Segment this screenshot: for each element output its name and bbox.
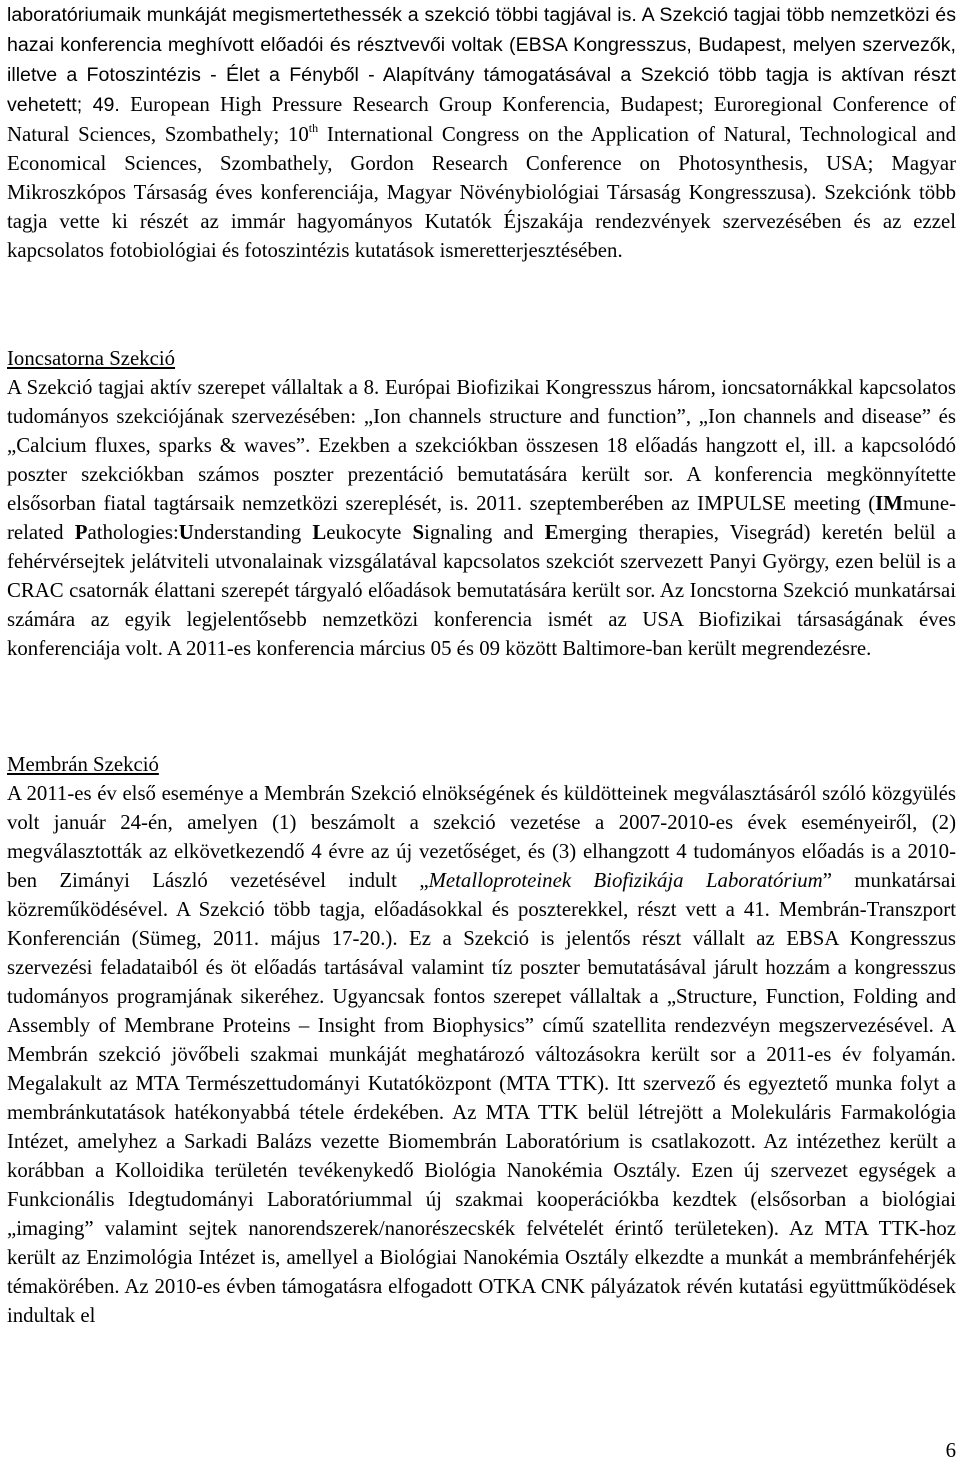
bold-im: IM xyxy=(875,492,903,515)
membrane-text-a: A 2011-es év első eseménye a Membrán Szekció elnökségének és küldötteinek megválasztásáról szóló közgyülés volt január 24-én, amelyen (1) beszámolt a szekció vezetése a 2007-2010-es évek eseményeiről, (2) megválasztották az elkövetkezendő 4 évre az új vezetőséget, és (3) elhangzott 4 tudományos előadás is a 2010-ben Zimányi László vezetésével indult „ xyxy=(7,782,956,892)
ion-nderstanding: nderstanding xyxy=(193,521,313,544)
paragraph-ion-channel xyxy=(7,373,956,663)
paragraph-serif-part-b: International Congress on the Application of Natural, Technological and Economical Sciences, Szombathely, Gordon Research Conference on Photosynthesis, USA; Magyar Mikroszkópos Társaság éves konferenciája, Magyar Növénybiológiai Társaság Kongresszusa). Szekciónk több tagja vette ki részét az immár hagyományos Kutatók Éjszakája rendezvények szervezésében és az ezzel kapcsolatos fotobiológiai és fotoszintézis kutatások ismeretterjesztésében. xyxy=(7,123,957,262)
italic-lab-name: Metalloproteinek Biofizikája Laboratórium xyxy=(428,869,823,892)
ion-munerelated: mune-related xyxy=(7,492,956,544)
paragraph-conferences xyxy=(7,0,956,265)
superscript-th: th xyxy=(308,121,319,135)
heading-ion-channel-section: Ioncsatorna Szekció xyxy=(7,347,176,370)
bold-u: U xyxy=(178,521,194,544)
paragraph-membrane xyxy=(7,779,956,1330)
ion-ignaling: ignaling and xyxy=(424,521,545,544)
paragraph-serif-part-a: European High Pressure Research Group Konferencia, Budapest; Euroregional Conference of Natural Sciences, Szombathely; 10 xyxy=(7,93,956,146)
ion-text-b: merging therapies, Visegrád) keretén belül a fehérvérsejtek jelátviteli utvonalainak vizsgálatával kapcsolatos szekciót szervezett Panyi György, ezen belül is a CRAC csatornák élattani szerepét tárgyaló előadások bemutatására került sor. Az Ioncstorna Szekció munkatársai számára az egyik legjelentősebb nemzetközi konferencia ismét az USA Biofizikai társaságának éves konferenciája volt. A 2011-es konferencia március 05 és 09 között Baltimore-ban került megrendezésre. xyxy=(7,521,956,660)
ion-text-a: A Szekció tagjai aktív szerepet vállaltak a 8. Európai Biofizikai Kongresszus három, ioncsatornákkal kapcsolatos tudományos szekciójának szervezésében: „Ion channels structure and function”, „Ion channels and disease” és „Calcium fluxes, sparks & waves”. Ezekben a szekciókban összesen 18 előadás hangzott el, ill. a kapcsolódó poszter szekciókban számos poszter prezentáció bemutatására került sor. A konferencia megkönnyítette elsősorban fiatal tagtársaik nemzetközi szereplését, is. 2011. szeptemberében az IMPULSE meeting ( xyxy=(7,376,956,515)
ion-athologies: athologies: xyxy=(87,521,179,544)
ion-eukocyte: eukocyte xyxy=(326,521,413,544)
bold-l: L xyxy=(312,521,327,544)
paragraph-sans-part: laboratóriumaik munkáját megismertethessék a szekció többi tagjával is. A Szekció tagjai több nemzetközi és hazai konferencia meghívott előadói és résztvevői voltak (EBSA Kongresszus, Budapest, melyen szervezők, illetve a Fotoszintézis - Élet a Fényből - Alapítvány támogatásával a Szekció több tagja is aktívan részt vehetett; 49. xyxy=(7,4,956,116)
heading-membrane-section: Membrán Szekció xyxy=(7,753,159,776)
membrane-text-b: ” munkatársai közreműködésével. A Szekció több tagja, előadásokkal és poszterekkel, részt vett a 41. Membrán-Transzport Konferencián (Sümeg, 2011. május 17-20.). Ez a Szekció is jelentős részt vállalt az EBSA Kongresszus szervezési feladataiból és öt előadás tartásával valamint tíz poszter bemutatásával járult hozzám a kongresszus tudományos programjának sikeréhez. Ugyancsak fontos szerepet vállaltak a „Structure, Function, Folding and Assembly of Membrane Proteins – Insight from Biophysics” című szatellita rendezvéyn megszervezésével. A Membrán szekció jövőbeli szakmai munkáját meghatározó változásokra került sor a 2011-es év folyamán. Megalakult az MTA Természettudományi Kutatóközpont (MTA TTK). Itt szervező és egyeztető munka folyt a membránkutatások hatékonyabbá tétele érdekében. Az MTA TTK belül létrejött a Molekuláris Farmakológia Intézet, amelyhez a Sarkadi Balázs vezette Biomembrán Laboratórium is csatlakozott. Az intézethez került a korábban a Kolloidika területén tevékenykedő Biológia Nanokémia Osztály. Ezen új szervezet egységek a Funkcionális Idegtudományi Laboratóriummal új szakmai kooperációkba kezdtek (elsősorban a biológiai „imaging” valamint sejtek nanorendszerek/nanorészecskék felvételét érintő területeken). Az MTA TTK-hoz került az Enzimológia Intézet is, amellyel a Biológiai Nanokémia Osztály elkezdte a munkát a membránfehérjék témakörében. Az 2010-es évben támogatásra elfogadott OTKA CNK pályázatok révén kutatási együttműködések indultak el xyxy=(7,869,957,1327)
bold-p: P xyxy=(74,521,88,544)
bold-e: E xyxy=(544,521,559,544)
page-number: 6 xyxy=(945,1439,956,1462)
bold-s: S xyxy=(412,521,425,544)
